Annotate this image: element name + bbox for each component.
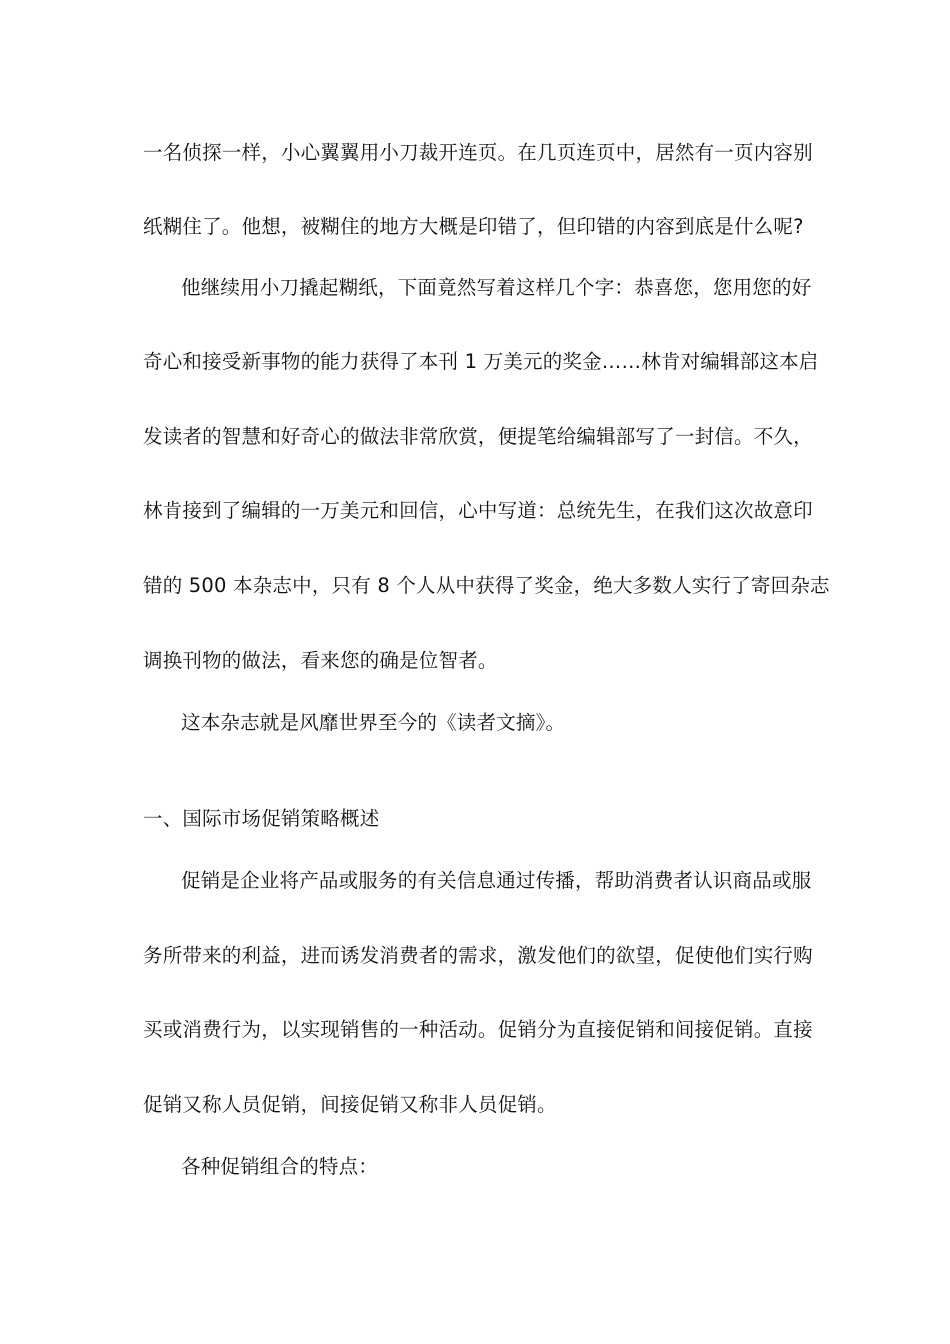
paragraph-line: 发读者的智慧和好奇心的做法非常欣赏，便提笔给编辑部写了一封信。不久， (143, 425, 813, 448)
paragraph-line: 这本杂志就是风靡世界至今的《读者文摘》。 (181, 711, 566, 734)
paragraph-line: 各种促销组合的特点： (181, 1155, 379, 1178)
paragraph-line: 林肯接到了编辑的一万美元和回信，心中写道：总统先生，在我们这次故意印 (143, 499, 813, 522)
paragraph-line: 促销又称人员促销，间接促销又称非人员促销。 (143, 1093, 557, 1116)
paragraph-line: 调换刊物的做法，看来您的确是位智者。 (143, 649, 498, 672)
paragraph-line: 奇心和接受新事物的能力获得了本刊 1 万美元的奖金……林肯对编辑部这本启 (143, 350, 819, 373)
paragraph-line: 纸糊住了。他想，被糊住的地方大概是印错了，但印错的内容到底是什么呢? (143, 215, 804, 238)
paragraph-line: 务所带来的利益，进而诱发消费者的需求，激发他们的欲望，促使他们实行购 (143, 944, 813, 967)
paragraph-line: 他继续用小刀撬起糊纸，下面竟然写着这样几个字：恭喜您，您用您的好 (181, 276, 812, 299)
paragraph-line: 一名侦探一样，小心翼翼用小刀裁开连页。在几页连页中，居然有一页内容别 (143, 141, 813, 164)
paragraph-line: 错的 500 本杂志中，只有 8 个人从中获得了奖金，绝大多数人实行了寄回杂志 (143, 574, 830, 597)
paragraph-line: 买或消费行为，以实现销售的一种活动。促销分为直接促销和间接促销。直接 (143, 1018, 813, 1041)
paragraph-line: 促销是企业将产品或服务的有关信息通过传播，帮助消费者认识商品或服 (181, 869, 812, 892)
section-heading: 一、国际市场促销策略概述 (143, 807, 380, 830)
